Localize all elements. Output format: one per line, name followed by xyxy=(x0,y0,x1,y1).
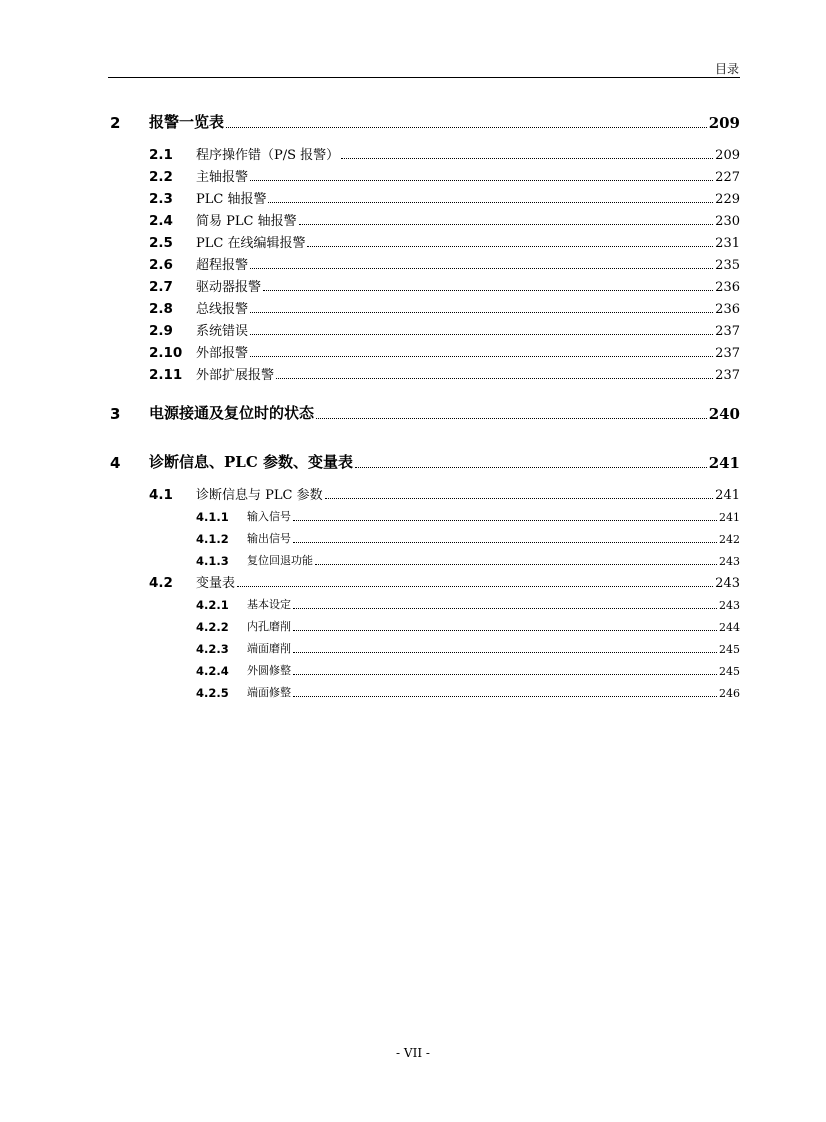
toc-page: 243 xyxy=(719,555,740,568)
dot-leader xyxy=(293,674,717,675)
toc-number: 4.2.4 xyxy=(196,664,229,678)
toc-title: PLC 轴报警 xyxy=(196,192,267,207)
toc-number: 4.2.3 xyxy=(196,642,229,656)
toc-title: 外部扩展报警 xyxy=(196,368,275,383)
toc-title: 复位回退功能 xyxy=(247,554,313,567)
dot-leader xyxy=(299,224,714,225)
toc-entry-4-1-1[interactable] xyxy=(0,508,826,524)
dot-leader xyxy=(263,290,713,291)
toc-page: 230 xyxy=(715,214,740,229)
toc-page: 245 xyxy=(719,665,740,678)
toc-page: 237 xyxy=(715,324,740,339)
toc-page: 229 xyxy=(715,192,740,207)
toc-page: 246 xyxy=(719,687,740,700)
toc-title: 超程报警 xyxy=(196,258,249,273)
toc-entry-2-4[interactable] xyxy=(0,211,826,229)
toc-number: 2.4 xyxy=(149,213,173,229)
toc-entry-4-2-4[interactable] xyxy=(0,662,826,678)
toc-title: 变量表 xyxy=(196,576,236,591)
dot-leader xyxy=(237,586,713,587)
toc-page: 245 xyxy=(719,643,740,656)
toc-number: 4.2 xyxy=(149,575,173,591)
toc-number: 2.1 xyxy=(149,147,173,163)
toc-number: 4.2.5 xyxy=(196,686,229,700)
toc-number: 2.7 xyxy=(149,279,173,295)
toc-page: 243 xyxy=(715,576,740,591)
toc-entry-2-8[interactable] xyxy=(0,299,826,317)
header-divider xyxy=(108,77,740,78)
toc-title: 输出信号 xyxy=(247,532,291,545)
toc-page: 231 xyxy=(715,236,740,251)
toc-title: 输入信号 xyxy=(247,510,291,523)
toc-title: 外圆修整 xyxy=(247,664,291,677)
dot-leader xyxy=(307,246,713,247)
toc-title: 诊断信息、PLC 参数、变量表 xyxy=(149,453,353,471)
dot-leader xyxy=(325,498,714,499)
toc-entry-2-9[interactable] xyxy=(0,321,826,339)
toc-title: 程序操作错（P/S 报警） xyxy=(196,148,340,163)
toc-page: 209 xyxy=(715,148,740,163)
toc-entry-2-1[interactable] xyxy=(0,145,826,163)
toc-entry-4[interactable] xyxy=(0,452,826,472)
toc-number: 2.2 xyxy=(149,169,173,185)
toc-entry-4-1-3[interactable] xyxy=(0,552,826,568)
toc-number: 4.1.3 xyxy=(196,554,229,568)
toc-title: PLC 在线编辑报警 xyxy=(196,236,306,251)
toc-number: 2.6 xyxy=(149,257,173,273)
toc-title: 端面修整 xyxy=(247,686,291,699)
toc-number: 2.9 xyxy=(149,323,173,339)
toc-page: 227 xyxy=(715,170,740,185)
dot-leader xyxy=(250,312,713,313)
dot-leader xyxy=(341,158,713,159)
dot-leader xyxy=(293,630,717,631)
page-number-footer: - VII - xyxy=(396,1046,430,1060)
dot-leader xyxy=(250,268,713,269)
toc-title: 主轴报警 xyxy=(196,170,249,185)
toc-page: 209 xyxy=(708,114,740,132)
toc-entry-2-3[interactable] xyxy=(0,189,826,207)
dot-leader xyxy=(293,696,717,697)
dot-leader xyxy=(226,127,707,128)
toc-entry-4-2-1[interactable] xyxy=(0,596,826,612)
dot-leader xyxy=(293,608,717,609)
toc-title: 内孔磨削 xyxy=(247,620,291,633)
toc-title: 驱动器报警 xyxy=(196,280,262,295)
dot-leader xyxy=(316,418,707,419)
dot-leader xyxy=(276,378,713,379)
dot-leader xyxy=(268,202,713,203)
toc-title: 系统错误 xyxy=(196,324,249,339)
toc-number: 2.10 xyxy=(149,345,183,361)
toc-entry-2-2[interactable] xyxy=(0,167,826,185)
toc-page: 243 xyxy=(719,599,740,612)
toc-number: 4.1.1 xyxy=(196,510,229,524)
toc-number: 2.5 xyxy=(149,235,173,251)
toc-number: 4.1 xyxy=(149,487,173,503)
toc-entry-2-7[interactable] xyxy=(0,277,826,295)
toc-number: 4.1.2 xyxy=(196,532,229,546)
toc-title: 报警一览表 xyxy=(149,113,225,131)
toc-entry-2-5[interactable] xyxy=(0,233,826,251)
toc-number: 3 xyxy=(110,405,121,423)
toc-page: 237 xyxy=(715,346,740,361)
toc-title: 基本设定 xyxy=(247,598,291,611)
toc-page: 237 xyxy=(715,368,740,383)
toc-title: 简易 PLC 轴报警 xyxy=(196,214,297,229)
toc-entry-2[interactable] xyxy=(0,112,826,132)
toc-entry-2-10[interactable] xyxy=(0,343,826,361)
toc-title: 诊断信息与 PLC 参数 xyxy=(196,488,323,503)
toc-number: 2.3 xyxy=(149,191,173,207)
toc-number: 4.2.1 xyxy=(196,598,229,612)
toc-entry-3[interactable] xyxy=(0,403,826,423)
toc-title: 外部报警 xyxy=(196,346,249,361)
toc-entry-4-2-3[interactable] xyxy=(0,640,826,656)
toc-page: 236 xyxy=(715,280,740,295)
dot-leader xyxy=(250,334,713,335)
toc-number: 2 xyxy=(110,114,121,132)
header-title: 目录 xyxy=(714,62,739,76)
toc-page: 241 xyxy=(719,511,740,524)
toc-entry-4-1-2[interactable] xyxy=(0,530,826,546)
toc-entry-2-6[interactable] xyxy=(0,255,826,273)
toc-number: 2.11 xyxy=(149,367,183,383)
toc-number: 4.2.2 xyxy=(196,620,229,634)
toc-page: 240 xyxy=(708,405,740,423)
toc-number: 2.8 xyxy=(149,301,173,317)
toc-page: 241 xyxy=(715,488,740,503)
toc-entry-4-1[interactable] xyxy=(0,485,826,503)
toc-entry-4-2[interactable] xyxy=(0,573,826,591)
toc-page: 241 xyxy=(708,454,740,472)
dot-leader xyxy=(250,180,713,181)
toc-page: 236 xyxy=(715,302,740,317)
toc-entry-2-11[interactable] xyxy=(0,365,826,383)
toc-title: 端面磨削 xyxy=(247,642,291,655)
toc-number: 4 xyxy=(110,454,121,472)
toc-title: 总线报警 xyxy=(196,302,249,317)
toc-page: 235 xyxy=(715,258,740,273)
toc-page: 244 xyxy=(719,621,740,634)
dot-leader xyxy=(355,467,707,468)
dot-leader xyxy=(315,564,717,565)
toc-title: 电源接通及复位时的状态 xyxy=(149,404,315,422)
dot-leader xyxy=(250,356,713,357)
toc-entry-4-2-5[interactable] xyxy=(0,684,826,700)
dot-leader xyxy=(293,520,717,521)
dot-leader xyxy=(293,542,717,543)
toc-entry-4-2-2[interactable] xyxy=(0,618,826,634)
toc-page: 242 xyxy=(719,533,740,546)
dot-leader xyxy=(293,652,717,653)
